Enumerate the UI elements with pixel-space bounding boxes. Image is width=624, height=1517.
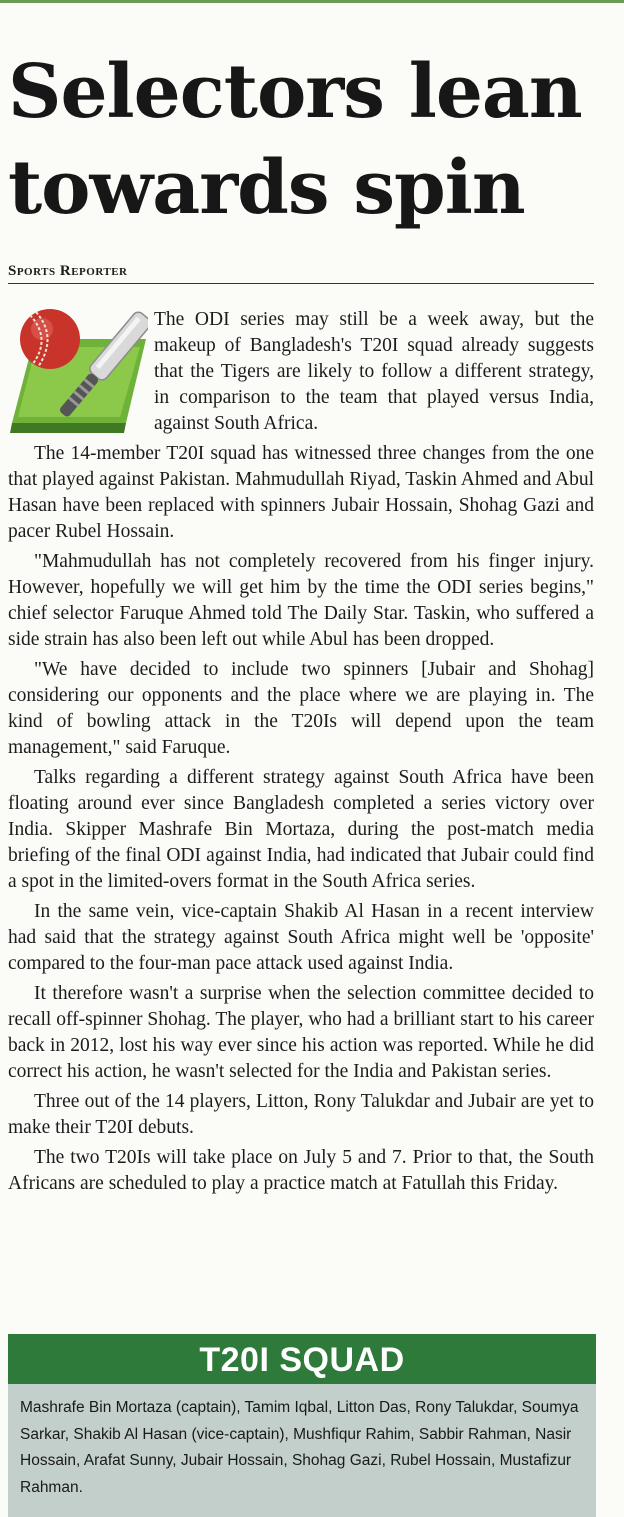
paragraph: The 14-member T20I squad has witnessed three changes from the one that played against Pakistan. Mahmudullah Riyad, Taskin Ahmed and Abul Hasan have been replaced with spinners Jubair Hossain, Shohag Gazi and pacer Rubel Hossain.	[8, 443, 594, 542]
article-body	[8, 307, 594, 1201]
paragraph: It therefore wasn't a surprise when the selection committee decided to recall off-spinner Shohag. The player, who had a brilliant start to his career back in 2012, lost his way ever since his action was reported. While he did correct his action, he wasn't selected for the India and Pakistan series.	[8, 983, 594, 1082]
paragraph: In the same vein, vice-captain Shakib Al Hasan in a recent interview had said that the strategy against South Africa might well be 'opposite' compared to the four-man pace attack used against India.	[8, 901, 594, 974]
paragraph: The ODI series may still be a week away, but the makeup of Bangladesh's T20I squad already suggests that the Tigers are likely to follow a different strategy, in comparison to the team that played versus India, against South Africa.	[154, 309, 594, 434]
top-rule	[0, 0, 624, 3]
squad-title: T20I SQUAD	[8, 1334, 596, 1384]
headline-line-2: towards spin	[8, 145, 525, 231]
cricket-ball-bat-icon	[8, 305, 148, 437]
paragraph: Talks regarding a different strategy against South Africa have been floating around ever since Bangladesh completed a series victory over India. Skipper Mashrafe Bin Mortaza, during the post-match media briefing of the final ODI against India, had indicated that Jubair could find a spot in the limited-overs format in the South Africa series.	[8, 767, 594, 892]
squad-box	[8, 1334, 596, 1517]
headline-line-1: Selectors lean	[8, 49, 582, 135]
headline	[8, 44, 620, 236]
paragraph: Three out of the 14 players, Litton, Rony Talukdar and Jubair are yet to make their T20I debuts.	[8, 1091, 594, 1138]
paragraph: "Mahmudullah has not completely recovered from his finger injury. However, hopefully we will get him by the time the ODI series begins," chief selector Faruque Ahmed told The Daily Star. Taskin, who suffered a side strain has also been left out while Abul has been dropped.	[8, 551, 594, 650]
squad-list: Mashrafe Bin Mortaza (captain), Tamim Iqbal, Litton Das, Rony Talukdar, Soumya Sarkar, Shakib Al Hasan (vice-captain), Mushfiqur Rahim, Sabbir Rahman, Nasir Hossain, Arafat Sunny, Jubair Hossain, Shohag Gazi, Rubel Hossain, Mustafizur Rahman.	[20, 1399, 579, 1496]
paragraph: The two T20Is will take place on July 5 and 7. Prior to that, the South Africans are scheduled to play a practice match at Fatullah this Friday.	[8, 1147, 594, 1194]
paragraph: "We have decided to include two spinners [Jubair and Shohag] considering our opponents and the place where we are playing in. The kind of bowling attack in the T20Is will depend upon the team management," said Faruque.	[8, 659, 594, 758]
byline: Sports Reporter	[8, 263, 594, 284]
